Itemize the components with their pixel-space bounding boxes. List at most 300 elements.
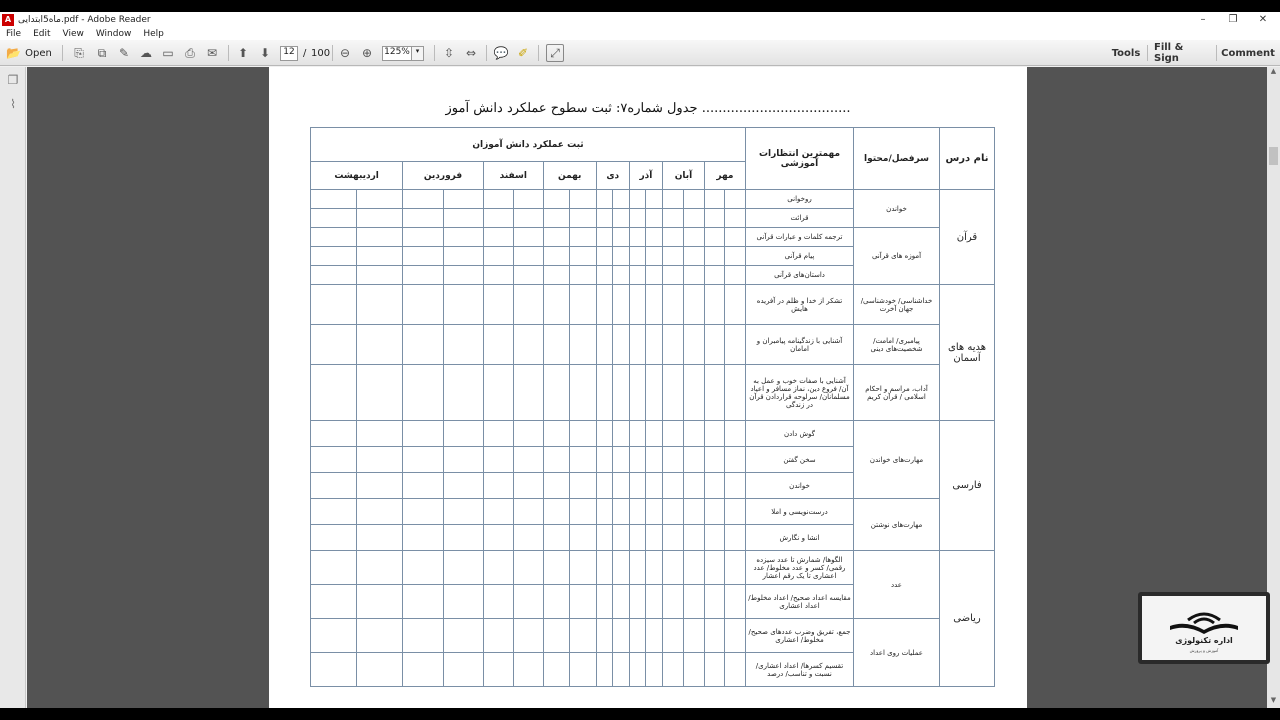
record-cell[interactable] [403,447,443,473]
record-cell[interactable] [443,266,483,285]
record-cell[interactable] [357,551,403,585]
record-cell[interactable] [704,285,725,325]
record-cell[interactable] [596,285,613,325]
record-cell[interactable] [443,285,483,325]
record-cell[interactable] [311,499,357,525]
record-cell[interactable] [483,266,513,285]
cloud-upload-icon[interactable]: ☁ [140,46,152,60]
combine-files-icon[interactable]: ⧉ [97,45,107,60]
record-cell[interactable] [543,525,569,551]
menu-edit[interactable]: Edit [33,29,51,39]
record-cell[interactable] [311,247,357,266]
record-cell[interactable] [483,473,513,499]
page-number-field[interactable]: 12 [280,44,298,62]
record-cell[interactable] [311,447,357,473]
record-cell[interactable] [570,499,596,525]
record-cell[interactable] [646,325,663,365]
record-cell[interactable] [725,653,746,687]
record-cell[interactable] [683,190,704,209]
record-cell[interactable] [543,653,569,687]
record-cell[interactable] [311,421,357,447]
record-cell[interactable] [311,228,357,247]
record-cell[interactable] [443,447,483,473]
record-cell[interactable] [357,499,403,525]
record-cell[interactable] [683,365,704,421]
record-cell[interactable] [513,473,543,499]
record-cell[interactable] [646,247,663,266]
record-cell[interactable] [613,447,630,473]
record-cell[interactable] [725,499,746,525]
record-cell[interactable] [483,228,513,247]
record-cell[interactable] [596,209,613,228]
record-cell[interactable] [629,266,646,285]
record-cell[interactable] [663,473,684,499]
fit-width-icon[interactable]: ⇔ [465,46,477,60]
record-cell[interactable] [543,551,569,585]
record-cell[interactable] [704,325,725,365]
record-cell[interactable] [596,421,613,447]
record-cell[interactable] [513,585,543,619]
record-cell[interactable] [357,266,403,285]
record-cell[interactable] [443,473,483,499]
record-cell[interactable] [629,525,646,551]
close-button[interactable]: ✕ [1258,14,1268,25]
record-cell[interactable] [613,365,630,421]
record-cell[interactable] [613,551,630,585]
record-cell[interactable] [646,447,663,473]
record-cell[interactable] [596,619,613,653]
record-cell[interactable] [403,365,443,421]
record-cell[interactable] [725,247,746,266]
record-cell[interactable] [357,421,403,447]
record-cell[interactable] [570,653,596,687]
record-cell[interactable] [725,228,746,247]
record-cell[interactable] [646,285,663,325]
record-cell[interactable] [483,365,513,421]
record-cell[interactable] [513,619,543,653]
record-cell[interactable] [443,325,483,365]
record-cell[interactable] [629,585,646,619]
record-cell[interactable] [543,266,569,285]
record-cell[interactable] [613,325,630,365]
record-cell[interactable] [663,266,684,285]
record-cell[interactable] [704,585,725,619]
record-cell[interactable] [311,619,357,653]
record-cell[interactable] [543,247,569,266]
save-icon[interactable]: ▭ [162,46,174,60]
record-cell[interactable] [570,447,596,473]
email-icon[interactable]: ✉ [206,46,218,60]
record-cell[interactable] [629,499,646,525]
scroll-up-icon[interactable]: ▲ [1270,67,1277,75]
zoom-field[interactable]: 125% ▾ [382,44,424,62]
record-cell[interactable] [513,653,543,687]
record-cell[interactable] [543,499,569,525]
record-cell[interactable] [403,325,443,365]
record-cell[interactable] [357,228,403,247]
record-cell[interactable] [443,209,483,228]
record-cell[interactable] [596,551,613,585]
record-cell[interactable] [613,499,630,525]
record-cell[interactable] [570,525,596,551]
record-cell[interactable] [311,190,357,209]
record-cell[interactable] [403,421,443,447]
record-cell[interactable] [543,585,569,619]
record-cell[interactable] [513,285,543,325]
record-cell[interactable] [483,551,513,585]
record-cell[interactable] [683,266,704,285]
zoom-in-icon[interactable]: ⊕ [361,46,373,60]
record-cell[interactable] [311,551,357,585]
record-cell[interactable] [357,585,403,619]
record-cell[interactable] [663,585,684,619]
record-cell[interactable] [725,325,746,365]
record-cell[interactable] [629,365,646,421]
record-cell[interactable] [513,499,543,525]
record-cell[interactable] [704,619,725,653]
record-cell[interactable] [596,473,613,499]
record-cell[interactable] [596,325,613,365]
record-cell[interactable] [570,228,596,247]
record-cell[interactable] [596,653,613,687]
record-cell[interactable] [357,325,403,365]
record-cell[interactable] [443,365,483,421]
record-cell[interactable] [513,228,543,247]
record-cell[interactable] [596,247,613,266]
record-cell[interactable] [629,228,646,247]
record-cell[interactable] [483,209,513,228]
record-cell[interactable] [725,285,746,325]
record-cell[interactable] [483,421,513,447]
record-cell[interactable] [403,266,443,285]
record-cell[interactable] [543,285,569,325]
fill-sign-button[interactable]: Fill & Sign [1154,42,1184,64]
record-cell[interactable] [570,285,596,325]
record-cell[interactable] [513,421,543,447]
record-cell[interactable] [543,365,569,421]
record-cell[interactable] [483,619,513,653]
record-cell[interactable] [403,228,443,247]
record-cell[interactable] [483,653,513,687]
record-cell[interactable] [646,228,663,247]
record-cell[interactable] [704,365,725,421]
record-cell[interactable] [613,525,630,551]
record-cell[interactable] [646,551,663,585]
next-page-icon[interactable]: ⬇ [259,46,271,60]
record-cell[interactable] [704,209,725,228]
record-cell[interactable] [570,585,596,619]
record-cell[interactable] [725,447,746,473]
record-cell[interactable] [357,653,403,687]
record-cell[interactable] [683,247,704,266]
record-cell[interactable] [646,525,663,551]
record-cell[interactable] [663,247,684,266]
record-cell[interactable] [725,619,746,653]
record-cell[interactable] [725,473,746,499]
record-cell[interactable] [629,653,646,687]
record-cell[interactable] [613,190,630,209]
record-cell[interactable] [357,447,403,473]
record-cell[interactable] [543,473,569,499]
record-cell[interactable] [570,365,596,421]
record-cell[interactable] [704,421,725,447]
record-cell[interactable] [443,551,483,585]
record-cell[interactable] [646,190,663,209]
record-cell[interactable] [646,421,663,447]
comment-button[interactable]: Comment [1221,47,1275,59]
record-cell[interactable] [513,525,543,551]
record-cell[interactable] [596,190,613,209]
record-cell[interactable] [311,653,357,687]
record-cell[interactable] [403,247,443,266]
record-cell[interactable] [596,525,613,551]
record-cell[interactable] [443,619,483,653]
record-cell[interactable] [403,499,443,525]
record-cell[interactable] [663,619,684,653]
record-cell[interactable] [357,365,403,421]
full-screen-icon[interactable]: ⤢ [546,44,564,62]
record-cell[interactable] [513,365,543,421]
record-cell[interactable] [663,190,684,209]
record-cell[interactable] [646,499,663,525]
record-cell[interactable] [725,551,746,585]
record-cell[interactable] [357,190,403,209]
record-cell[interactable] [683,499,704,525]
record-cell[interactable] [725,190,746,209]
record-cell[interactable] [663,285,684,325]
record-cell[interactable] [613,585,630,619]
record-cell[interactable] [311,473,357,499]
record-cell[interactable] [357,473,403,499]
record-cell[interactable] [704,447,725,473]
record-cell[interactable] [613,619,630,653]
record-cell[interactable] [570,325,596,365]
print-icon[interactable]: ⎙ [185,45,195,60]
record-cell[interactable] [483,499,513,525]
record-cell[interactable] [704,525,725,551]
record-cell[interactable] [513,266,543,285]
record-cell[interactable] [543,421,569,447]
record-cell[interactable] [570,421,596,447]
menu-view[interactable]: View [62,29,84,39]
chevron-down-icon[interactable]: ▾ [412,46,424,61]
record-cell[interactable] [513,447,543,473]
record-cell[interactable] [311,525,357,551]
record-cell[interactable] [513,190,543,209]
record-cell[interactable] [663,499,684,525]
record-cell[interactable] [513,247,543,266]
record-cell[interactable] [725,365,746,421]
record-cell[interactable] [570,551,596,585]
document-viewer[interactable] [27,67,1267,708]
record-cell[interactable] [704,551,725,585]
record-cell[interactable] [543,190,569,209]
record-cell[interactable] [725,266,746,285]
record-cell[interactable] [663,365,684,421]
record-cell[interactable] [663,421,684,447]
record-cell[interactable] [443,499,483,525]
record-cell[interactable] [663,551,684,585]
record-cell[interactable] [513,209,543,228]
maximize-button[interactable]: ❐ [1228,14,1238,25]
record-cell[interactable] [483,325,513,365]
record-cell[interactable] [704,499,725,525]
open-button[interactable]: 📂 Open [6,46,52,60]
record-cell[interactable] [543,447,569,473]
record-cell[interactable] [403,209,443,228]
record-cell[interactable] [683,209,704,228]
record-cell[interactable] [596,585,613,619]
record-cell[interactable] [403,653,443,687]
record-cell[interactable] [704,247,725,266]
record-cell[interactable] [683,421,704,447]
record-cell[interactable] [403,551,443,585]
record-cell[interactable] [596,499,613,525]
record-cell[interactable] [311,585,357,619]
record-cell[interactable] [629,447,646,473]
record-cell[interactable] [357,525,403,551]
record-cell[interactable] [596,228,613,247]
record-cell[interactable] [543,619,569,653]
record-cell[interactable] [725,421,746,447]
record-cell[interactable] [311,285,357,325]
record-cell[interactable] [443,228,483,247]
record-cell[interactable] [704,653,725,687]
record-cell[interactable] [704,228,725,247]
record-cell[interactable] [443,525,483,551]
record-cell[interactable] [613,209,630,228]
record-cell[interactable] [311,266,357,285]
menu-window[interactable]: Window [95,29,132,39]
record-cell[interactable] [443,190,483,209]
record-cell[interactable] [613,247,630,266]
record-cell[interactable] [646,473,663,499]
scrollbar-thumb[interactable] [1269,147,1278,165]
record-cell[interactable] [596,447,613,473]
record-cell[interactable] [646,585,663,619]
record-cell[interactable] [403,585,443,619]
record-cell[interactable] [629,209,646,228]
page-thumbnails-icon[interactable]: ❐ [7,73,19,87]
record-cell[interactable] [704,266,725,285]
record-cell[interactable] [683,585,704,619]
record-cell[interactable] [543,209,569,228]
record-cell[interactable] [570,619,596,653]
record-cell[interactable] [403,285,443,325]
record-cell[interactable] [570,190,596,209]
record-cell[interactable] [357,285,403,325]
record-cell[interactable] [725,525,746,551]
record-cell[interactable] [629,473,646,499]
record-cell[interactable] [683,525,704,551]
minimize-button[interactable]: – [1200,14,1206,25]
record-cell[interactable] [683,447,704,473]
record-cell[interactable] [683,285,704,325]
record-cell[interactable] [443,653,483,687]
record-cell[interactable] [483,525,513,551]
highlight-icon[interactable]: ✐ [517,46,529,60]
record-cell[interactable] [403,190,443,209]
record-cell[interactable] [629,551,646,585]
record-cell[interactable] [613,228,630,247]
record-cell[interactable] [663,447,684,473]
record-cell[interactable] [570,266,596,285]
record-cell[interactable] [613,653,630,687]
record-cell[interactable] [543,325,569,365]
record-cell[interactable] [613,473,630,499]
record-cell[interactable] [704,190,725,209]
scroll-down-icon[interactable]: ▼ [1270,696,1277,704]
record-cell[interactable] [403,619,443,653]
record-cell[interactable] [683,551,704,585]
fit-page-icon[interactable]: ⇳ [443,46,455,60]
menu-file[interactable]: File [6,29,22,39]
menu-help[interactable]: Help [143,29,164,39]
record-cell[interactable] [629,285,646,325]
record-cell[interactable] [570,209,596,228]
record-cell[interactable] [646,266,663,285]
record-cell[interactable] [596,365,613,421]
record-cell[interactable] [357,619,403,653]
record-cell[interactable] [629,190,646,209]
record-cell[interactable] [403,525,443,551]
record-cell[interactable] [357,247,403,266]
record-cell[interactable] [683,228,704,247]
record-cell[interactable] [663,525,684,551]
edit-pdf-icon[interactable]: ✎ [118,46,130,60]
record-cell[interactable] [646,209,663,228]
record-cell[interactable] [725,209,746,228]
record-cell[interactable] [629,325,646,365]
record-cell[interactable] [570,247,596,266]
record-cell[interactable] [483,247,513,266]
record-cell[interactable] [629,619,646,653]
record-cell[interactable] [704,473,725,499]
record-cell[interactable] [311,365,357,421]
record-cell[interactable] [483,285,513,325]
record-cell[interactable] [663,228,684,247]
record-cell[interactable] [646,365,663,421]
record-cell[interactable] [629,421,646,447]
record-cell[interactable] [646,619,663,653]
record-cell[interactable] [483,585,513,619]
record-cell[interactable] [443,585,483,619]
record-cell[interactable] [663,653,684,687]
record-cell[interactable] [613,421,630,447]
record-cell[interactable] [403,473,443,499]
record-cell[interactable] [683,473,704,499]
record-cell[interactable] [683,325,704,365]
record-cell[interactable] [663,209,684,228]
create-pdf-icon[interactable]: ⎘ [74,45,84,60]
record-cell[interactable] [543,228,569,247]
record-cell[interactable] [570,473,596,499]
record-cell[interactable] [663,325,684,365]
record-cell[interactable] [443,421,483,447]
previous-page-icon[interactable]: ⬆ [237,46,249,60]
record-cell[interactable] [483,190,513,209]
record-cell[interactable] [629,247,646,266]
record-cell[interactable] [513,325,543,365]
zoom-out-icon[interactable]: ⊖ [339,46,351,60]
tools-button[interactable]: Tools [1111,47,1141,59]
record-cell[interactable] [443,247,483,266]
record-cell[interactable] [311,325,357,365]
record-cell[interactable] [311,209,357,228]
record-cell[interactable] [683,653,704,687]
record-cell[interactable] [596,266,613,285]
record-cell[interactable] [357,209,403,228]
